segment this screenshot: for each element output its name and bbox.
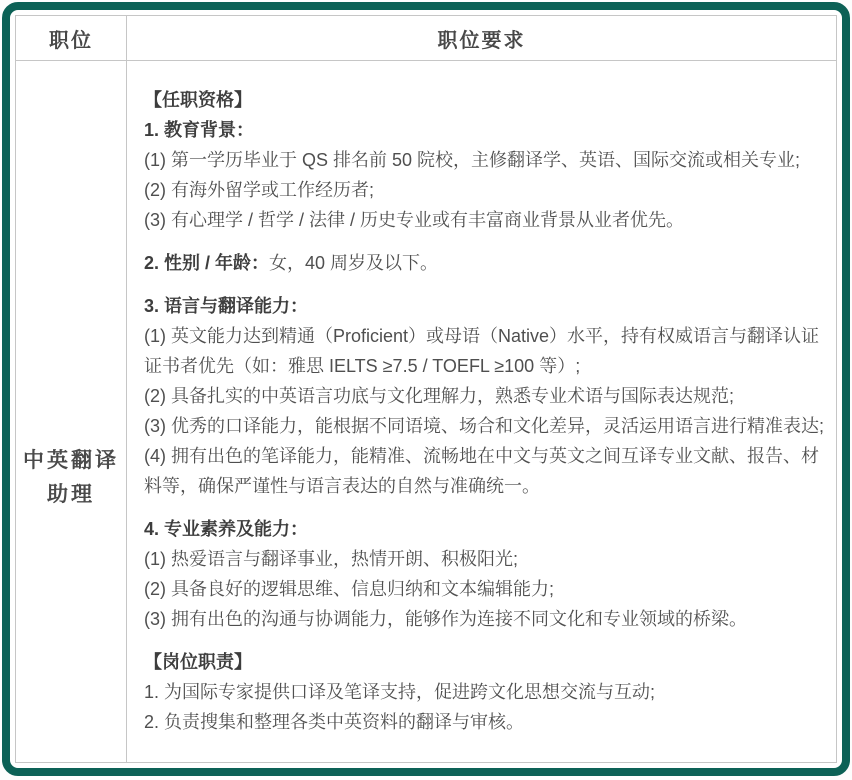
requirement-line: 2. 负责搜集和整理各类中英资料的翻译与审核。 [144, 712, 525, 732]
section-heading [144, 291, 824, 321]
requirement-line: (3) 优秀的口译能力，能根据不同语境、场合和文化差异，灵活运用语言进行精准表达; [144, 416, 824, 436]
section-heading [144, 115, 824, 145]
section-title: 3. 语言与翻译能力： [144, 296, 309, 316]
requirements-cell [127, 61, 836, 762]
section-gender-age [144, 248, 824, 278]
job-requirements-table [15, 15, 837, 763]
requirement-line: (3) 有心理学 / 哲学 / 法律 / 历史专业或有丰富商业背景从业者优先。 [144, 210, 685, 230]
requirement-line: (3) 拥有出色的沟通与协调能力，能够作为连接不同文化和专业领域的桥梁。 [144, 609, 747, 629]
section-duties-header [144, 647, 824, 677]
requirement-line: (2) 具备扎实的中英语言功底与文化理解力，熟悉专业术语与国际表达规范; [144, 386, 734, 406]
requirement-line: (1) 第一学历毕业于 QS 排名前 50 院校，主修翻译学、英语、国际交流或相关专业; [144, 150, 801, 170]
section-title: 【任职资格】 [144, 90, 252, 110]
requirement-line: 1. 为国际专家提供口译及笔译支持，促进跨文化思想交流与互动; [144, 682, 656, 702]
position-cell [16, 61, 127, 762]
header-cell-requirements [127, 16, 836, 61]
section-title: 1. 教育背景： [144, 120, 255, 140]
position-title: 中英翻译助理 [23, 448, 119, 506]
section-language-translation [144, 291, 824, 501]
job-table-frame [2, 2, 850, 776]
section-title: 4. 专业素养及能力： [144, 519, 309, 539]
requirement-inline: 女，40 周岁及以下。 [269, 253, 439, 273]
requirement-line: (1) 英文能力达到精通（Proficient）或母语（Native）水平，持有权威语言与翻译认证证书者优先（如：雅思 IELTS ≥7.5 / TOEFL ≥100 等）; [144, 326, 820, 376]
section-title: 【岗位职责】 [144, 652, 252, 672]
section-professional-quality [144, 514, 824, 634]
header-requirements-label: 职位要求 [437, 29, 526, 52]
requirement-line: (2) 有海外留学或工作经历者; [144, 180, 374, 200]
header-cell-position [16, 16, 127, 61]
header-position-label: 职位 [49, 29, 93, 52]
requirement-line: (2) 具备良好的逻辑思维、信息归纳和文本编辑能力; [144, 579, 554, 599]
section-education [144, 115, 824, 235]
section-duties [144, 677, 824, 737]
requirement-line: (1) 热爱语言与翻译事业，热情开朗、积极阳光; [144, 549, 518, 569]
section-title: 2. 性别 / 年龄： [144, 253, 270, 273]
requirement-line: (4) 拥有出色的笔译能力，能精准、流畅地在中文与英文之间互译专业文献、报告、材料等，确保严谨性与语言表达的自然与准确统一。 [144, 446, 819, 496]
section-heading [144, 514, 824, 544]
section-qualifications-header [144, 85, 824, 115]
